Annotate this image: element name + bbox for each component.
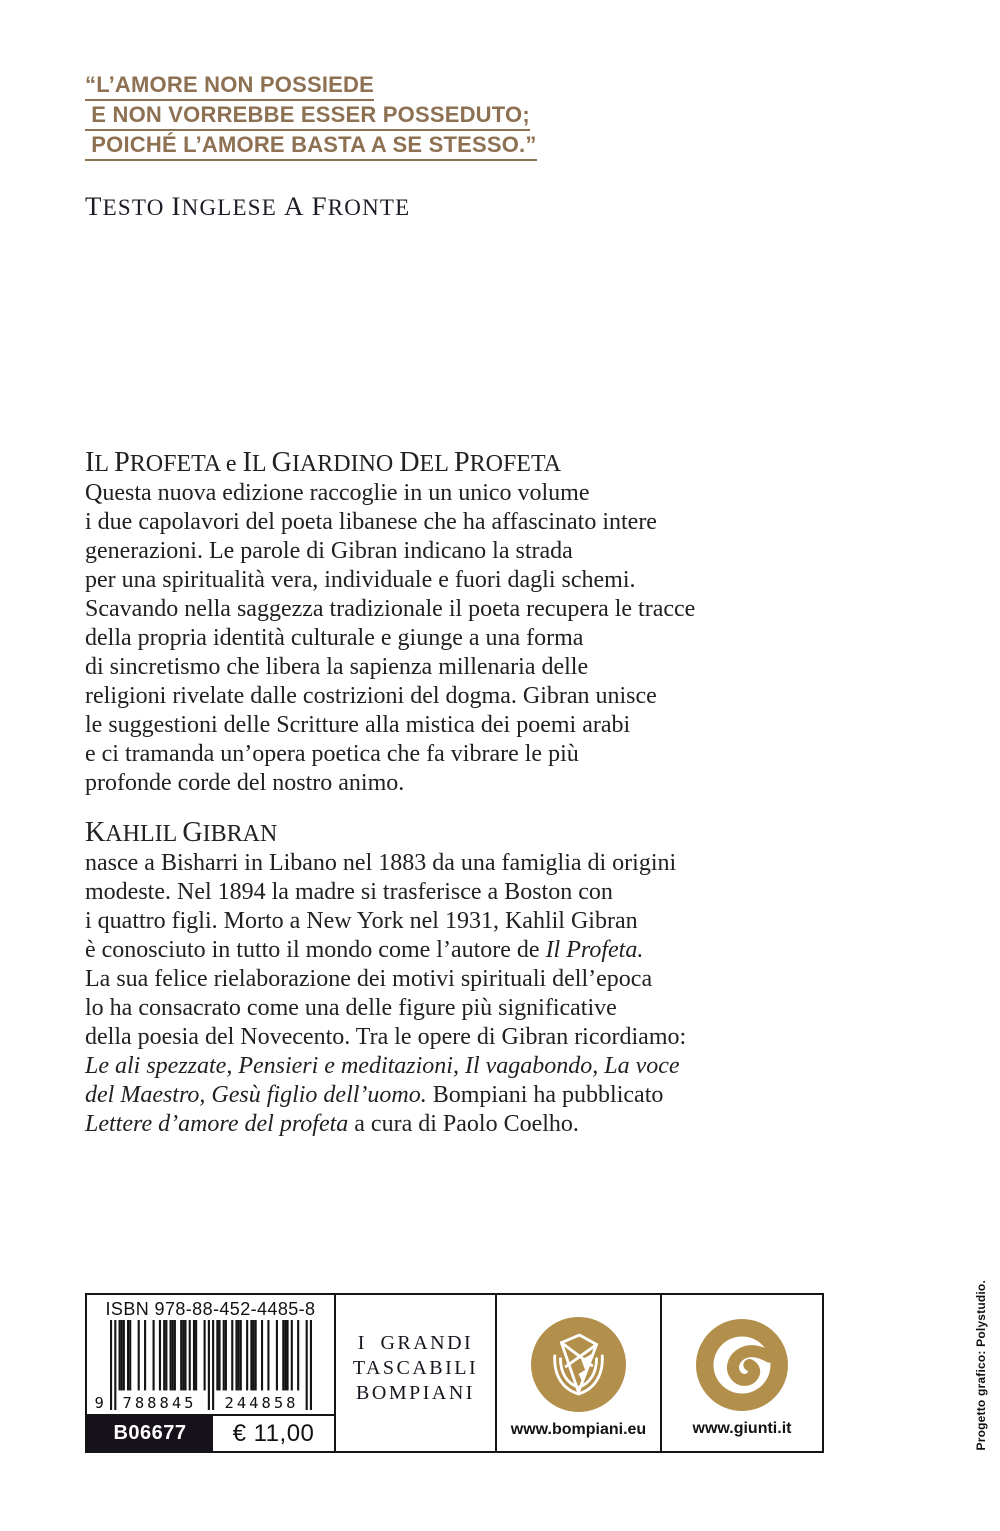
- text-line: e ci tramanda un’opera poetica che fa vibrare le più: [85, 741, 579, 767]
- blurb-title: IL PROFETA e IL GIARDINO DEL PROFETA: [85, 447, 562, 478]
- edition-note: TESTO INGLESE A FRONTE: [85, 191, 411, 221]
- text-line: “L’AMORE NON POSSIEDE: [85, 74, 537, 101]
- series-name: [353, 1331, 478, 1406]
- code-price-row: [87, 1414, 334, 1451]
- bio-body: [85, 849, 686, 1139]
- ean-digits-right: 244858: [224, 1394, 299, 1412]
- price: € 11,00: [232, 1419, 315, 1447]
- text-line: Scavando nella saggezza tradizionale il poeta recupera le tracce: [85, 596, 696, 622]
- text-line: Lettere d’amore del profeta a cura di Paolo Coelho.: [85, 1111, 579, 1137]
- text-line: della poesia del Novecento. Tra le opere di Gibran ricordiamo:: [85, 1024, 687, 1050]
- book-blurb: [85, 448, 695, 798]
- text-line: di sincretismo che libera la sapienza millenaria delle: [85, 654, 589, 680]
- text-line: profonde corde del nostro animo.: [85, 770, 405, 796]
- ean-digit-lead: 9: [94, 1394, 104, 1412]
- design-credit: Progetto grafico: Polystudio.: [974, 1280, 988, 1451]
- text-line: TASCABILI: [352, 1356, 479, 1379]
- giunti-url: www.giunti.it: [692, 1420, 792, 1437]
- bompiani-url: www.bompiani.eu: [510, 1421, 647, 1438]
- text-line: E NON VORREBBE ESSER POSSEDUTO;: [85, 104, 537, 131]
- cover-quote: [85, 74, 537, 164]
- text-line: lo ha consacrato come una delle figure più significative: [85, 995, 617, 1021]
- catalog-code: B06677: [87, 1416, 213, 1451]
- text-line: modeste. Nel 1894 la madre si trasferisce a Boston con: [85, 879, 613, 905]
- text-line: i due capolavori del poeta libanese che ha affascinato intere: [85, 509, 657, 535]
- text-line: i quattro figli. Morto a New York nel 1931, Kahlil Gibran: [85, 908, 638, 934]
- text-line: religioni rivelate dalle costrizioni del dogma. Gibran unisce: [85, 683, 657, 709]
- footer-colophon: [85, 1293, 824, 1453]
- series-panel: [336, 1295, 497, 1451]
- text-line: è conosciuto in tutto il mondo come l’autore de Il Profeta.: [85, 937, 644, 963]
- blurb-body: [85, 479, 695, 798]
- ean-digits-left: 788845: [122, 1394, 197, 1412]
- text-line: nasce a Bisharri in Libano nel 1883 da una famiglia di origini: [85, 850, 677, 876]
- isbn-label: ISBN 978-88-452-4485-8: [105, 1299, 316, 1319]
- text-line: della propria identità culturale e giunge a una forma: [85, 625, 584, 651]
- text-line: Le ali spezzate, Pensieri e meditazioni, Il vagabondo, La voce: [85, 1053, 680, 1079]
- text-line: generazioni. Le parole di Gibran indicano la strada: [85, 538, 573, 564]
- text-line: le suggestioni delle Scritture alla mistica dei poemi arabi: [85, 712, 631, 738]
- giunti-panel: [662, 1295, 822, 1451]
- text-line: BOMPIANI: [356, 1381, 475, 1404]
- author-bio: [85, 818, 686, 1139]
- text-line: per una spiritualità vera, individuale e fuori dagli schemi.: [85, 567, 636, 593]
- text-line: Questa nuova edizione raccoglie in un unico volume: [85, 480, 590, 506]
- ean13-barcode: [94, 1320, 312, 1412]
- text-line: I GRANDI: [357, 1331, 474, 1354]
- barcode-panel: [87, 1295, 336, 1451]
- text-line: del Maestro, Gesù figlio dell’uomo. Bompiani ha pubblicato: [85, 1082, 664, 1108]
- giunti-swirl-icon: [696, 1319, 788, 1411]
- bompiani-flower-icon: [531, 1317, 626, 1412]
- text-line: La sua felice rielaborazione dei motivi spirituali dell’epoca: [85, 966, 653, 992]
- bio-title: KAHLIL GIBRAN: [85, 817, 278, 848]
- bompiani-panel: [497, 1295, 662, 1451]
- text-line: POICHÉ L’AMORE BASTA A SE STESSO.”: [85, 134, 537, 161]
